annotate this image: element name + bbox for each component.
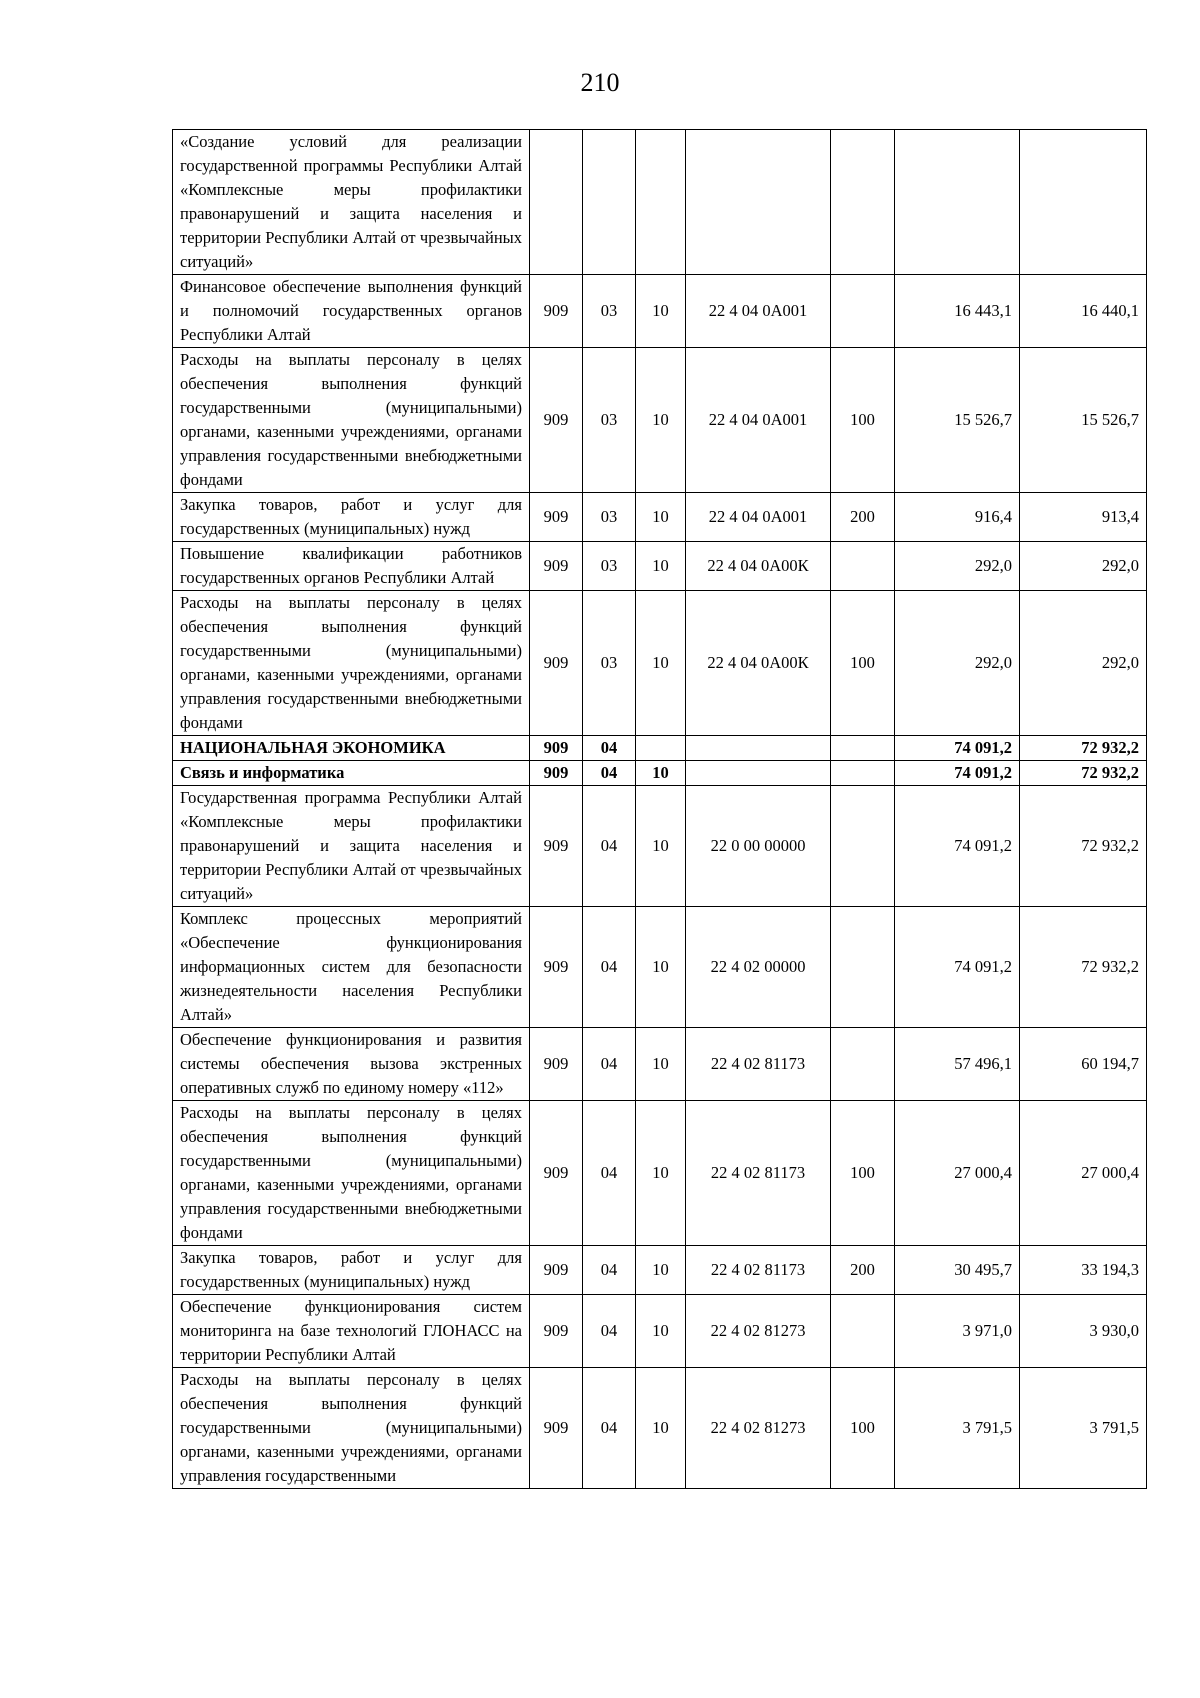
- table-row: [173, 1368, 1147, 1489]
- department-code: 909: [530, 907, 583, 1028]
- department-code: 909: [530, 542, 583, 591]
- row-description: «Создание условий для реализации государственной программы Республики Алтай «Комплексные меры профилактики правонарушений и защита населения и территории Республики Алтай от чрезвычайных ситуаций»: [173, 130, 530, 275]
- target-article-code: [686, 130, 831, 275]
- section-code: 04: [583, 736, 636, 761]
- expense-type-code: 100: [831, 591, 895, 736]
- row-description: Комплекс процессных мероприятий «Обеспечение функционирования информационных систем для безопасности жизнедеятельности населения Республики Алтай»: [173, 907, 530, 1028]
- target-article-code: 22 4 02 81173: [686, 1246, 831, 1295]
- row-description: Повышение квалификации работников государственных органов Республики Алтай: [173, 542, 530, 591]
- subsection-code: 10: [636, 1368, 686, 1489]
- subsection-code: 10: [636, 907, 686, 1028]
- target-article-code: 22 4 02 00000: [686, 907, 831, 1028]
- target-article-code: 22 0 00 00000: [686, 786, 831, 907]
- row-description: Расходы на выплаты персоналу в целях обеспечения выполнения функций государственными (муниципальными) органами, казенными учреждениями, органами управления государственными внебюджетными фондами: [173, 348, 530, 493]
- amount-year-2: 16 440,1: [1020, 275, 1147, 348]
- expense-type-code: 100: [831, 1101, 895, 1246]
- department-code: 909: [530, 591, 583, 736]
- table-row: [173, 493, 1147, 542]
- expense-type-code: [831, 786, 895, 907]
- target-article-code: 22 4 04 0А001: [686, 493, 831, 542]
- page-number: 210: [580, 68, 620, 97]
- row-description: Обеспечение функционирования систем мониторинга на базе технологий ГЛОНАСС на территории Республики Алтай: [173, 1295, 530, 1368]
- amount-year-2: [1020, 130, 1147, 275]
- expense-type-code: [831, 1295, 895, 1368]
- amount-year-1: 292,0: [895, 542, 1020, 591]
- table-row: [173, 907, 1147, 1028]
- target-article-code: 22 4 04 0А001: [686, 348, 831, 493]
- expense-type-code: [831, 130, 895, 275]
- amount-year-2: 33 194,3: [1020, 1246, 1147, 1295]
- row-description: Расходы на выплаты персоналу в целях обеспечения выполнения функций государственными (муниципальными) органами, казенными учреждениями, органами управления государственными внебюджетными фондами: [173, 1101, 530, 1246]
- table-row: [173, 542, 1147, 591]
- expense-type-code: [831, 907, 895, 1028]
- subsection-code: [636, 736, 686, 761]
- amount-year-2: 60 194,7: [1020, 1028, 1147, 1101]
- amount-year-2: 292,0: [1020, 591, 1147, 736]
- row-description: Связь и информатика: [173, 761, 530, 786]
- expense-type-code: 200: [831, 493, 895, 542]
- department-code: 909: [530, 761, 583, 786]
- expense-type-code: [831, 275, 895, 348]
- amount-year-1: 27 000,4: [895, 1101, 1020, 1246]
- section-code: 04: [583, 1368, 636, 1489]
- table-row: [173, 348, 1147, 493]
- table-row: [173, 1295, 1147, 1368]
- table-row: [173, 1246, 1147, 1295]
- amount-year-2: 15 526,7: [1020, 348, 1147, 493]
- amount-year-2: 3 791,5: [1020, 1368, 1147, 1489]
- table-row: [173, 736, 1147, 761]
- amount-year-1: [895, 130, 1020, 275]
- department-code: 909: [530, 736, 583, 761]
- target-article-code: 22 4 02 81173: [686, 1101, 831, 1246]
- row-description: Закупка товаров, работ и услуг для государственных (муниципальных) нужд: [173, 1246, 530, 1295]
- expense-type-code: 100: [831, 1368, 895, 1489]
- subsection-code: 10: [636, 493, 686, 542]
- target-article-code: 22 4 02 81273: [686, 1368, 831, 1489]
- row-description: Финансовое обеспечение выполнения функций и полномочий государственных органов Республики Алтай: [173, 275, 530, 348]
- table-row: [173, 275, 1147, 348]
- section-code: 04: [583, 907, 636, 1028]
- expense-type-code: 100: [831, 348, 895, 493]
- department-code: 909: [530, 348, 583, 493]
- row-description: Государственная программа Республики Алтай «Комплексные меры профилактики правонарушений и защита населения и территории Республики Алтай от чрезвычайных ситуаций»: [173, 786, 530, 907]
- amount-year-1: 74 091,2: [895, 907, 1020, 1028]
- amount-year-1: 74 091,2: [895, 761, 1020, 786]
- subsection-code: [636, 130, 686, 275]
- row-description: Расходы на выплаты персоналу в целях обеспечения выполнения функций государственными (муниципальными) органами, казенными учреждениями, органами управления государственными: [173, 1368, 530, 1489]
- section-code: [583, 130, 636, 275]
- subsection-code: 10: [636, 348, 686, 493]
- department-code: [530, 130, 583, 275]
- department-code: 909: [530, 1246, 583, 1295]
- department-code: 909: [530, 1028, 583, 1101]
- expense-type-code: [831, 542, 895, 591]
- table-row: [173, 1028, 1147, 1101]
- amount-year-2: 27 000,4: [1020, 1101, 1147, 1246]
- target-article-code: [686, 736, 831, 761]
- row-description: Расходы на выплаты персоналу в целях обеспечения выполнения функций государственными (муниципальными) органами, казенными учреждениями, органами управления государственными внебюджетными фондами: [173, 591, 530, 736]
- row-description: НАЦИОНАЛЬНАЯ ЭКОНОМИКА: [173, 736, 530, 761]
- section-code: 03: [583, 275, 636, 348]
- section-code: 03: [583, 542, 636, 591]
- subsection-code: 10: [636, 1295, 686, 1368]
- department-code: 909: [530, 1295, 583, 1368]
- section-code: 04: [583, 786, 636, 907]
- amount-year-1: 74 091,2: [895, 786, 1020, 907]
- section-code: 04: [583, 1028, 636, 1101]
- amount-year-2: 913,4: [1020, 493, 1147, 542]
- section-code: 03: [583, 493, 636, 542]
- amount-year-1: 292,0: [895, 591, 1020, 736]
- department-code: 909: [530, 1101, 583, 1246]
- amount-year-1: 3 791,5: [895, 1368, 1020, 1489]
- amount-year-1: 3 971,0: [895, 1295, 1020, 1368]
- table-row: [173, 130, 1147, 275]
- expense-type-code: 200: [831, 1246, 895, 1295]
- amount-year-2: 72 932,2: [1020, 736, 1147, 761]
- amount-year-1: 16 443,1: [895, 275, 1020, 348]
- section-code: 04: [583, 1101, 636, 1246]
- section-code: 04: [583, 1295, 636, 1368]
- subsection-code: 10: [636, 1028, 686, 1101]
- table-row: [173, 1101, 1147, 1246]
- department-code: 909: [530, 1368, 583, 1489]
- department-code: 909: [530, 275, 583, 348]
- amount-year-2: 292,0: [1020, 542, 1147, 591]
- budget-table: [172, 129, 1147, 1489]
- subsection-code: 10: [636, 275, 686, 348]
- amount-year-2: 72 932,2: [1020, 786, 1147, 907]
- section-code: 03: [583, 591, 636, 736]
- amount-year-2: 72 932,2: [1020, 907, 1147, 1028]
- subsection-code: 10: [636, 786, 686, 907]
- target-article-code: 22 4 02 81173: [686, 1028, 831, 1101]
- target-article-code: [686, 761, 831, 786]
- budget-table-body: [173, 130, 1147, 1489]
- expense-type-code: [831, 1028, 895, 1101]
- table-row: [173, 761, 1147, 786]
- section-code: 04: [583, 761, 636, 786]
- department-code: 909: [530, 493, 583, 542]
- department-code: 909: [530, 786, 583, 907]
- amount-year-1: 15 526,7: [895, 348, 1020, 493]
- section-code: 04: [583, 1246, 636, 1295]
- expense-type-code: [831, 761, 895, 786]
- target-article-code: 22 4 02 81273: [686, 1295, 831, 1368]
- subsection-code: 10: [636, 1246, 686, 1295]
- subsection-code: 10: [636, 542, 686, 591]
- target-article-code: 22 4 04 0А00К: [686, 542, 831, 591]
- subsection-code: 10: [636, 761, 686, 786]
- table-row: [173, 591, 1147, 736]
- subsection-code: 10: [636, 591, 686, 736]
- section-code: 03: [583, 348, 636, 493]
- amount-year-1: 74 091,2: [895, 736, 1020, 761]
- subsection-code: 10: [636, 1101, 686, 1246]
- expense-type-code: [831, 736, 895, 761]
- row-description: Закупка товаров, работ и услуг для государственных (муниципальных) нужд: [173, 493, 530, 542]
- amount-year-1: 30 495,7: [895, 1246, 1020, 1295]
- table-row: [173, 786, 1147, 907]
- amount-year-2: 3 930,0: [1020, 1295, 1147, 1368]
- amount-year-1: 916,4: [895, 493, 1020, 542]
- row-description: Обеспечение функционирования и развития системы обеспечения вызова экстренных оперативных служб по единому номеру «112»: [173, 1028, 530, 1101]
- amount-year-1: 57 496,1: [895, 1028, 1020, 1101]
- amount-year-2: 72 932,2: [1020, 761, 1147, 786]
- target-article-code: 22 4 04 0А00К: [686, 591, 831, 736]
- target-article-code: 22 4 04 0А001: [686, 275, 831, 348]
